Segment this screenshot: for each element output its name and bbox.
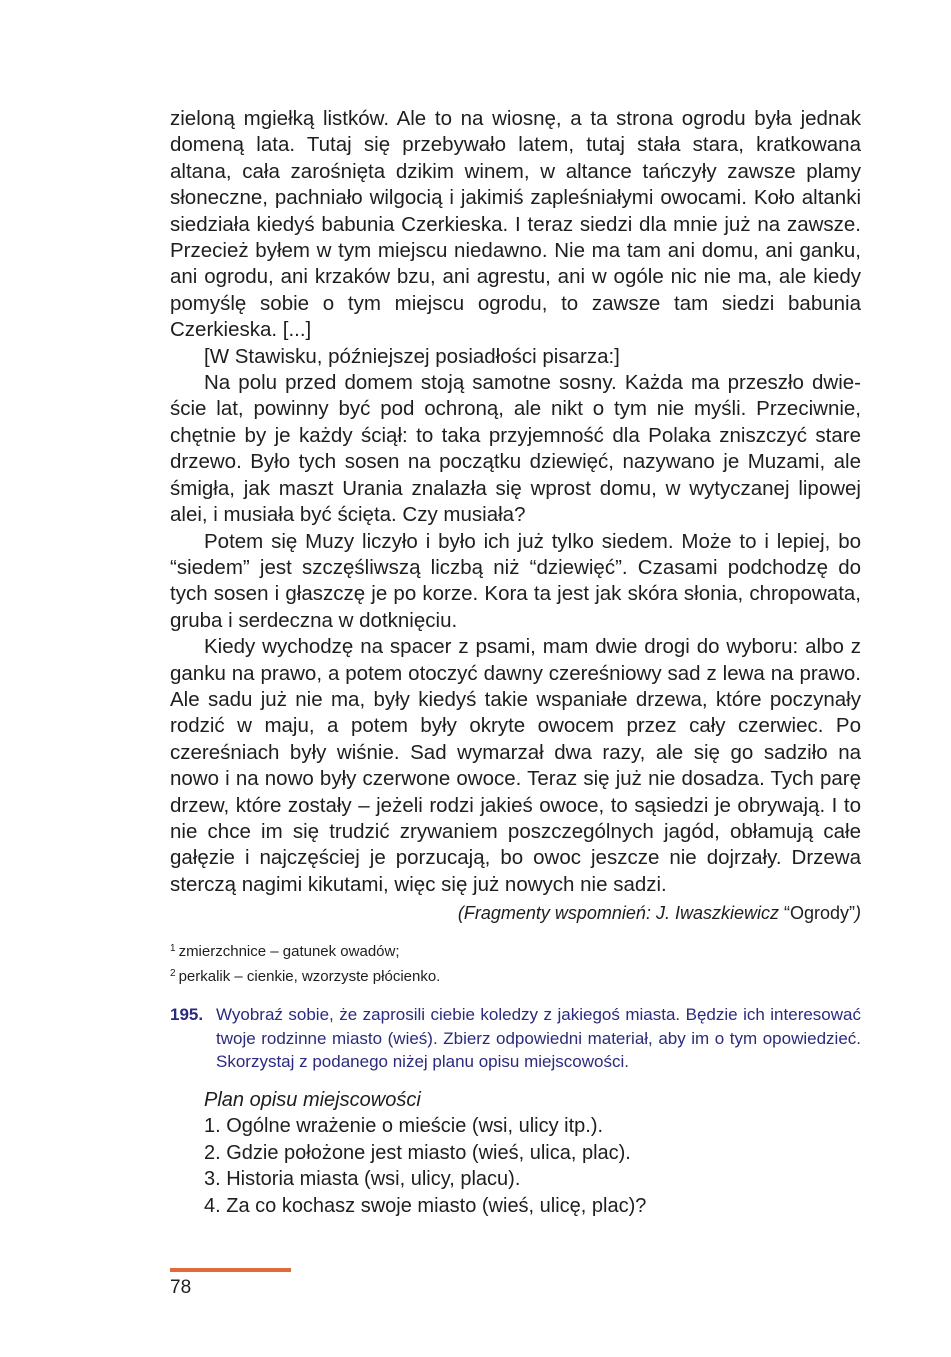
source-citation-title: “Ogrody”	[783, 903, 855, 924]
paragraph-orchard: Kiedy wychodzę na spacer z psami, mam dwie drogi do wyboru: albo z ganku na prawo, a potem otoczyć dawny czereśniowy sad z lewa na prawo. Ale sadu już nie ma, były kiedyś takie wspaniałe drzewa, które poczynały rodzić w maju, a potem były okryte owocem przez cały czerwiec. Po czereśniach były wiśnie. Sad wymarzał dwa razy, ale się go sadziło na nowo i na nowo były czerwone owoce. Teraz się już nie dosadza. Tych parę drzew, które zostały – jeżeli rodzi jakieś owoce, to sąsiedzi je obrywają. I to nie chce im się trudzić zrywaniem poszczególnych jagód, obłamują całe gałęzie i najczęściej je porzucają, bo owoc jeszcze nie dojrzały. Drzewa sterczą nagimi kikutami, więc się już nowych nie sadzi.	[170, 635, 861, 896]
paragraph-stawisko-note: [W Stawisku, późniejszej posiadłości pisarza:]	[204, 344, 620, 368]
page-number: 78	[170, 1277, 192, 1298]
footnote	[170, 963, 861, 988]
exercise-number: 195.	[170, 1005, 204, 1025]
plan-title: Plan opisu miejscowości	[204, 1088, 421, 1111]
description-plan	[170, 1087, 861, 1220]
page-content	[170, 106, 861, 1219]
memoir-passage	[170, 106, 861, 898]
footnote-text: perkalik – cienkie, wzorzyste płócienko.	[178, 968, 441, 986]
exercise-task	[170, 1003, 861, 1074]
footer-rule	[170, 1268, 291, 1272]
plan-list	[204, 1113, 861, 1219]
footnote-mark: 2	[170, 968, 176, 980]
source-citation-author: (Fragmenty wspomnień: J. Iwaszkiewicz	[457, 903, 779, 924]
footnotes	[170, 938, 861, 988]
paragraph-garden: zieloną mgiełką listków. Ale to na wiosnę, a ta strona ogrodu była jednak domeną lata. Tutaj się przebywało latem, tutaj stała stara, kratkowana altana, cała zarośnięta dzikim winem, w altance tańczyły zawsze plamy słoneczne, pachniało wilgocią i jakimiś zapleśniałymi owocami. Koło altanki siedziała kiedyś babunia Czerkieska. I teraz siedzi dla mnie już na zawsze. Przecież byłem w tym miejscu niedawno. Nie ma tam ani domu, ani ganku, ani ogrodu, ani krzaków bzu, ani agrestu, ani w ogóle nic nie ma, ale kiedy pomyślę sobie o tym miejscu ogrodu, to zawsze tam siedzi babunia Czerkieska. [...]	[170, 107, 861, 342]
footnote-mark: 1	[170, 943, 176, 955]
plan-item: 2. Gdzie położone jest miasto (wieś, ulica, plac).	[204, 1141, 631, 1164]
source-citation-close: )	[855, 903, 861, 924]
plan-item: 4. Za co kochasz swoje miasto (wieś, ulicę, plac)?	[204, 1194, 647, 1217]
plan-item: 1. Ogólne wrażenie o mieście (wsi, ulicy itp.).	[204, 1115, 604, 1138]
source-citation	[170, 900, 861, 926]
footnote	[170, 938, 861, 963]
paragraph-pines: Na polu przed domem stoją samotne sosny. Każda ma przeszło dwieście lat, powinny być pod ochroną, ale nikt o tym nie myśli. Przeciwnie, chętnie by je każdy ściął: to taka przyjemność dla Polaka zniszczyć stare drzewo. Było tych sosen na początku dziewięć, nazywano je Muzami, ale śmigła, jak maszt Urania znalazła się wprost domu, w wytyczanej lipowej alei, i musiała być ścięta. Czy musiała?	[170, 371, 861, 527]
exercise-instruction: Wyobraź sobie, że zaprosili ciebie koledzy z jakiegoś miasta. Będzie ich interesować twoje rodzinne miasto (wieś). Zbierz odpowiedni materiał, aby im o tym opowiedzieć. Skorzystaj z podanego niżej planu opisu miejscowości.	[216, 1005, 861, 1072]
paragraph-muses: Potem się Muzy liczyło i było ich już tylko siedem. Może to i lepiej, bo “siedem” jest szczęśliwszą liczbą niż “dziewięć”. Czasami podchodzę do tych sosen i głaszczę je po korze. Kora ta jest jak skóra słonia, chropowata, gruba i serdeczna w dotknięciu.	[170, 529, 861, 632]
footnote-text: zmierzchnice – gatunek owadów;	[178, 943, 400, 961]
plan-item: 3. Historia miasta (wsi, ulicy, placu).	[204, 1168, 521, 1191]
